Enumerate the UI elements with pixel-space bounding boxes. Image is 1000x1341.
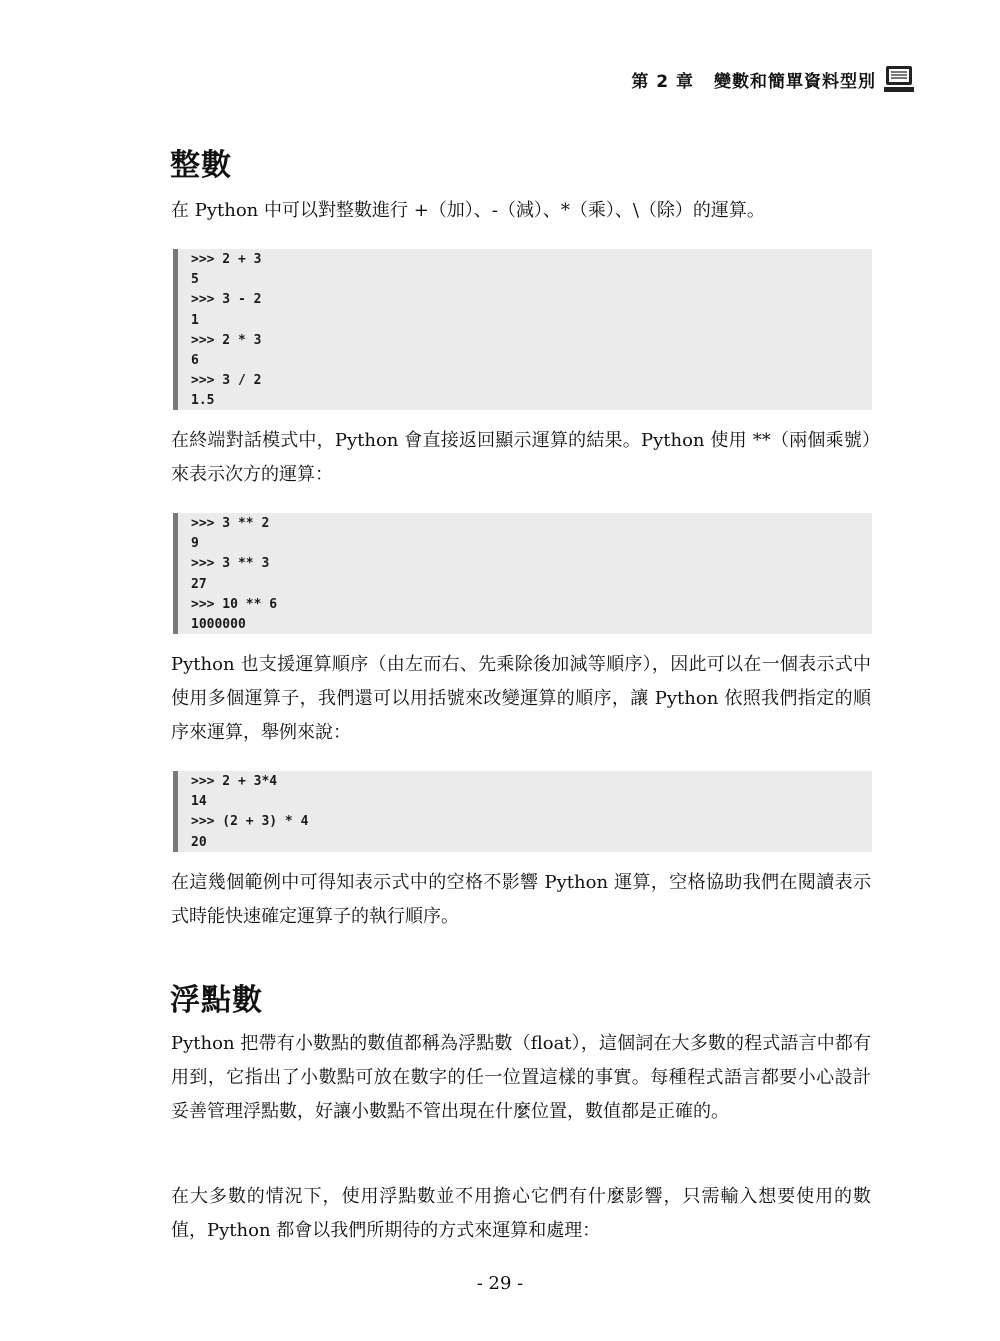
- code-line: 5: [191, 272, 199, 288]
- page-number: - 29 -: [476, 1273, 524, 1294]
- code-line: >>> 10 ** 6: [191, 596, 278, 612]
- paragraph-floats-intro: Python 把帶有小數點的數值都稱為浮點數（float），這個詞在大多數的程式語言中都有用到，它指出了小數點可放在數字的任一位置這樣的事實。每種程式語言都要小心設計妥善管理浮點數，好讓小數點不管出現在什麼位置，數值都是正確的。: [171, 1033, 871, 1122]
- code-line: >>> 3 ** 2: [191, 516, 270, 531]
- code-block-exponent: [173, 513, 872, 634]
- paragraph-whitespace: 在這幾個範例中可得知表示式中的空格不影響 Python 運算，空格協助我們在閱讀表示式時能快速確定運算子的執行順序。: [171, 872, 871, 927]
- code-line: >>> 3 ** 3: [191, 556, 270, 572]
- code-line: 6: [191, 352, 199, 368]
- running-header: [631, 64, 914, 94]
- code-line: >>> 2 * 3: [191, 332, 262, 348]
- section-heading-floats: 浮點數: [170, 983, 263, 1018]
- paragraph-floats-usage: 在大多數的情況下，使用浮點數並不用擔心它們有什麼影響，只需輸入想要使用的數值，Python 都會以我們所期待的方式來運算和處理：: [171, 1186, 871, 1241]
- code-line: >>> 3 - 2: [191, 292, 262, 308]
- code-line: 1000000: [191, 616, 246, 632]
- code-line: >>> 2 + 3*4: [191, 774, 278, 789]
- code-line: 1: [191, 312, 199, 328]
- code-line: 9: [191, 536, 199, 552]
- paragraph-exponent: 在終端對話模式中，Python 會直接返回顯示運算的結果。Python 使用 **（兩個乘號）來表示次方的運算：: [171, 430, 871, 485]
- monitor-icon: [884, 64, 914, 94]
- code-line: 14: [191, 794, 207, 810]
- code-line: >>> 3 / 2: [191, 373, 262, 389]
- section-heading-integers: 整數: [170, 148, 232, 183]
- chapter-title: 變數和簡單資料型別: [714, 71, 876, 92]
- chapter-number: 第 2 章: [631, 71, 694, 92]
- code-line: 27: [191, 576, 207, 592]
- code-line: >>> 2 + 3: [191, 252, 262, 267]
- code-block-basic-ops: [173, 249, 872, 410]
- code-block-order: [173, 771, 872, 852]
- code-line: 20: [191, 834, 207, 850]
- paragraph-operator-order: Python 也支援運算順序（由左而右、先乘除後加減等順序），因此可以在一個表示式中使用多個運算子，我們還可以用括號來改變運算的順序，讓 Python 依照我們指定的順序來運算，舉例來說：: [171, 654, 871, 743]
- code-line: 1.5: [191, 393, 215, 409]
- paragraph-integers-intro: 在 Python 中可以對整數進行 +（加）、-（減）、*（乘）、\（除）的運算。: [171, 200, 765, 221]
- code-line: >>> (2 + 3) * 4: [191, 814, 309, 830]
